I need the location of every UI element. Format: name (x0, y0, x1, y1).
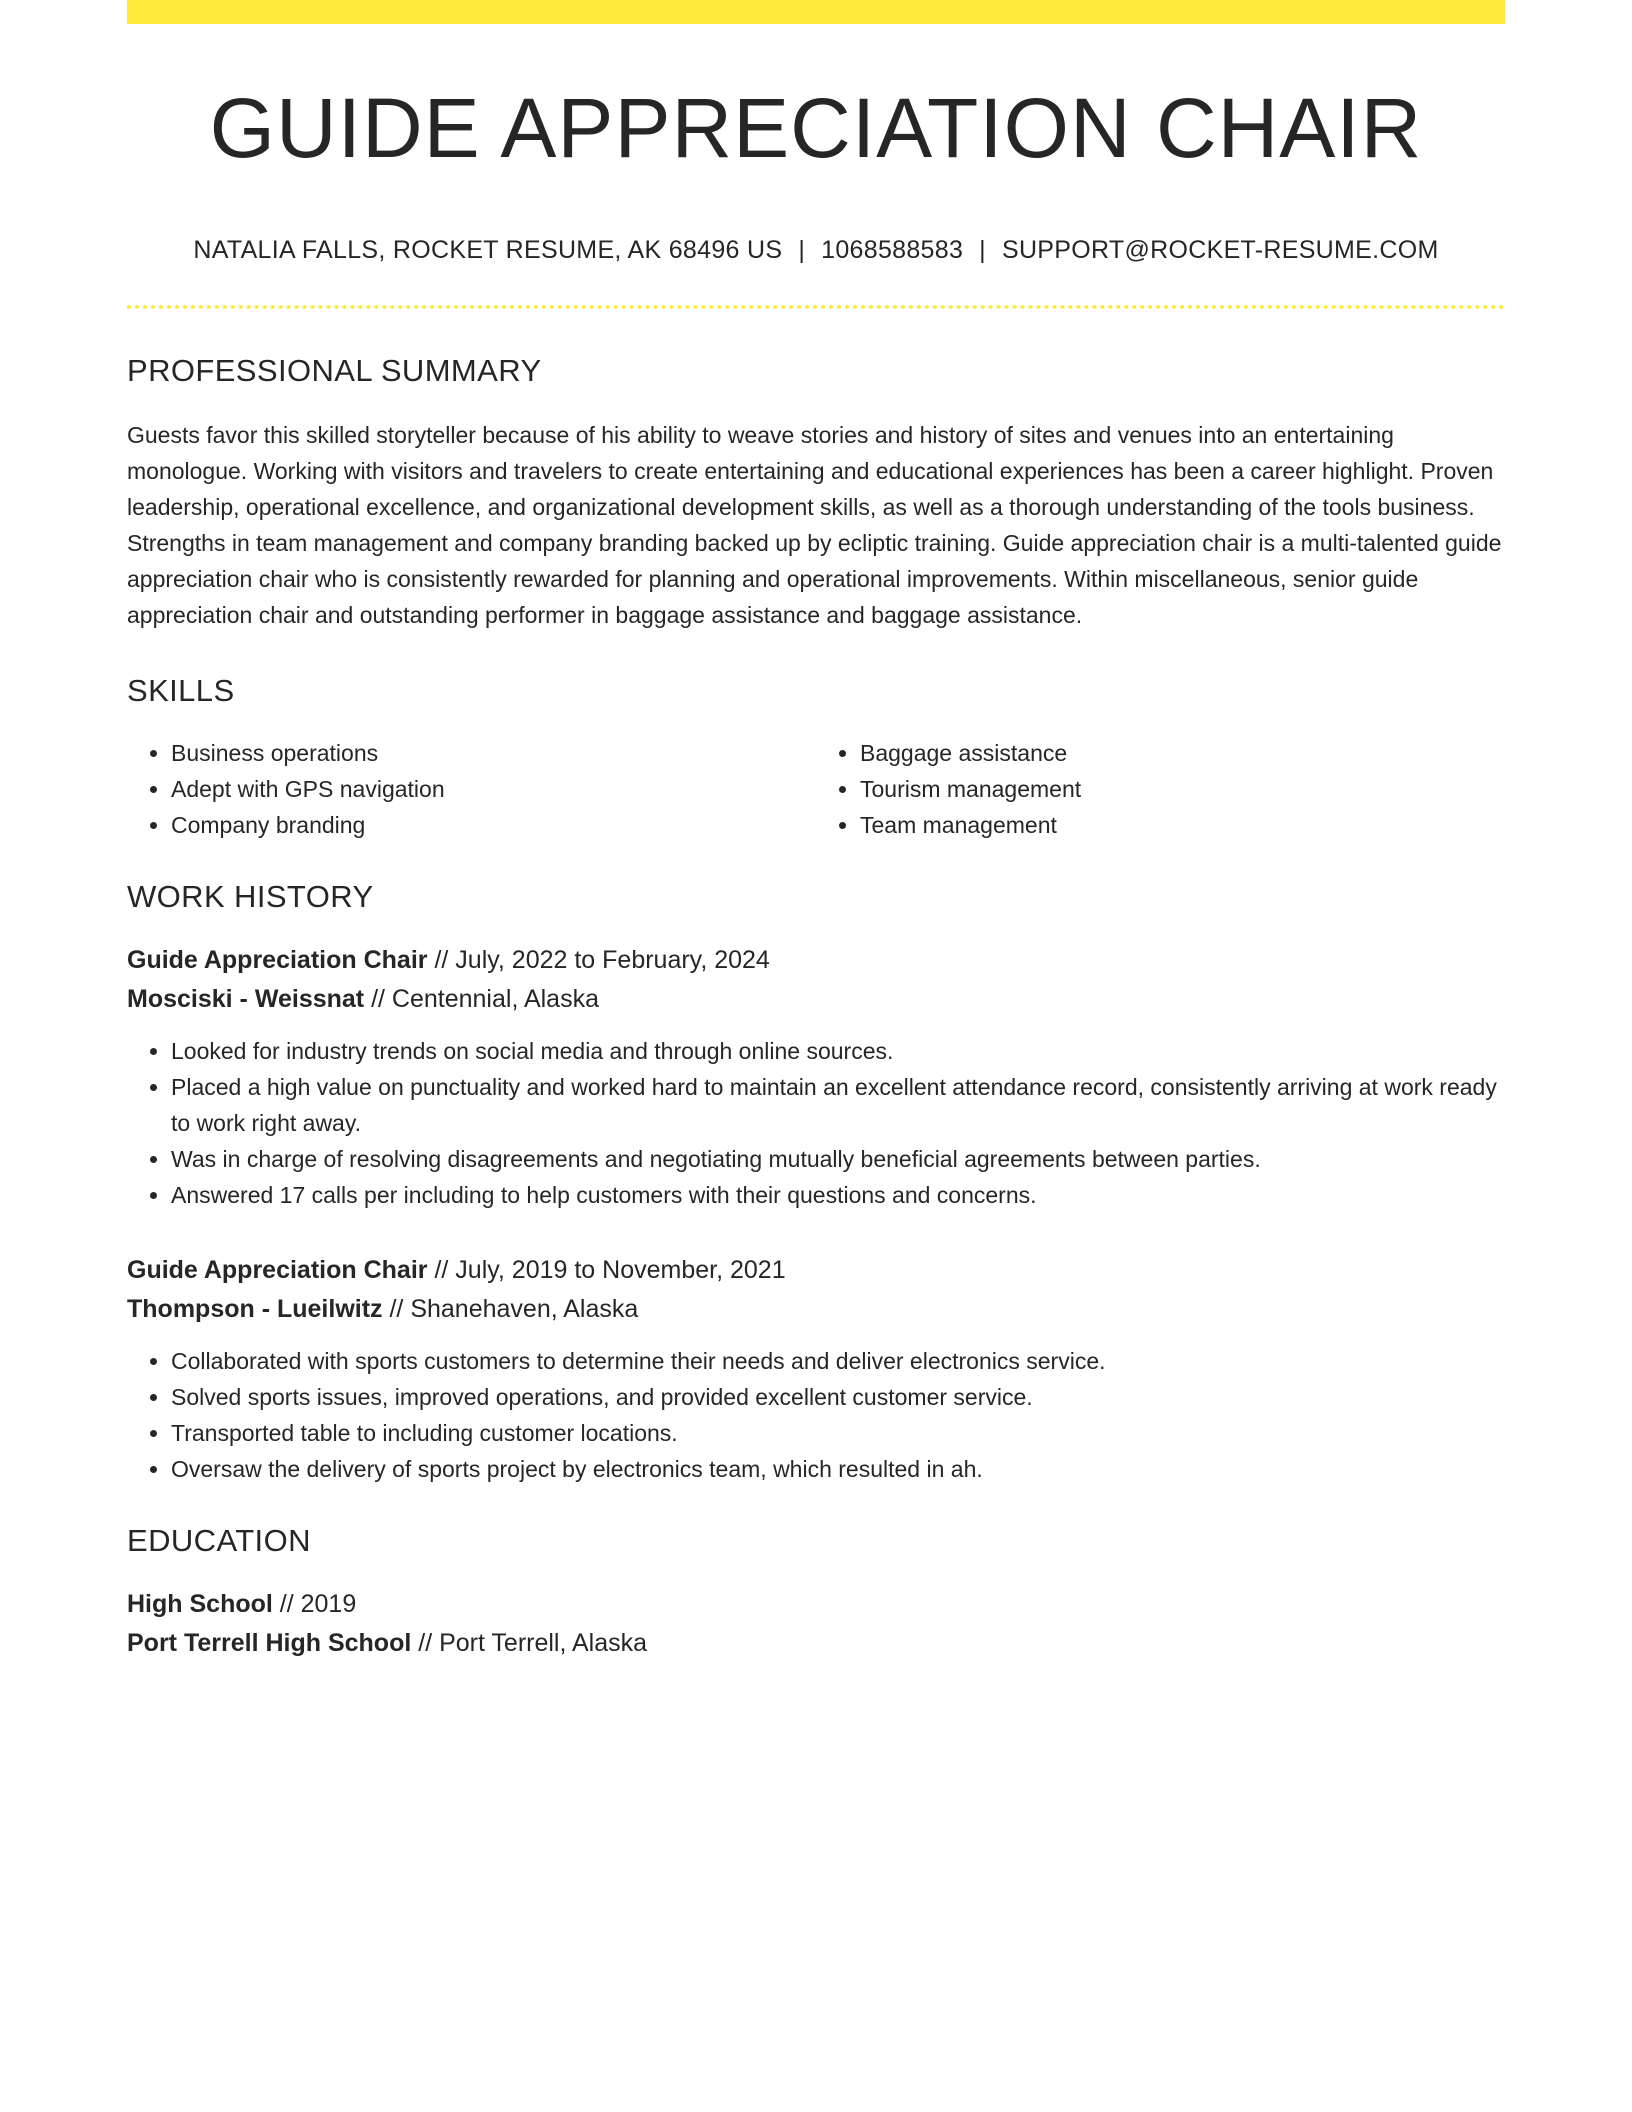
job-role: Guide Appreciation Chair (127, 946, 428, 975)
skill-item: • Tourism management (860, 771, 1505, 807)
skills-list (127, 735, 1505, 843)
education-heading: EDUCATION (127, 1523, 311, 1559)
education-school: Port Terrell High School (127, 1629, 412, 1658)
candidate-name: GUIDE APPRECIATION CHAIR (209, 81, 1423, 175)
skill-item: • Team management (860, 807, 1505, 843)
job-duty: • Oversaw the delivery of sports project by electronics team, which resulted in ah. (171, 1451, 1505, 1487)
contact-phone: 1068588583 (821, 236, 964, 265)
job-role: Guide Appreciation Chair (127, 1256, 428, 1285)
job-location: // Shanehaven, Alaska (382, 1295, 639, 1324)
job-company: Thompson - Lueilwitz (127, 1295, 383, 1324)
job-duty: • Collaborated with sports customers to determine their needs and deliver electronics service. (171, 1343, 1505, 1379)
job-dates: // July, 2022 to February, 2024 (427, 946, 770, 975)
job-duty: • Was in charge of resolving disagreements and negotiating mutually beneficial agreements between parties. (171, 1141, 1505, 1177)
contact-separator: | (979, 236, 986, 265)
job-role-line (127, 941, 1505, 980)
education-degree: High School (127, 1590, 273, 1619)
skill-item: • Baggage assistance (860, 735, 1505, 771)
summary-heading: PROFESSIONAL SUMMARY (127, 353, 542, 389)
education-year: // 2019 (272, 1590, 357, 1619)
job-duties (127, 1343, 1505, 1487)
job-duty: • Transported table to including customer locations. (171, 1415, 1505, 1451)
contact-separator: | (798, 236, 806, 265)
contact-line (127, 236, 1505, 265)
job-company: Mosciski - Weissnat (127, 985, 365, 1014)
job-role-line (127, 1251, 1505, 1290)
job-duties (127, 1033, 1505, 1213)
contact-address: NATALIA FALLS, ROCKET RESUME, AK 68496 US (193, 236, 783, 265)
resume-page (127, 0, 1505, 1663)
job-company-line (127, 1290, 1505, 1329)
dotted-divider (127, 305, 1505, 309)
job-location: // Centennial, Alaska (364, 985, 599, 1014)
job-entry (127, 941, 1505, 1213)
skill-item: • Business operations (171, 735, 816, 771)
contact-email: SUPPORT@ROCKET-RESUME.COM (1001, 236, 1439, 265)
education-degree-line (127, 1585, 1505, 1624)
work-history-heading: WORK HISTORY (127, 879, 374, 915)
skills-column-left (127, 735, 816, 843)
skills-heading: SKILLS (127, 673, 235, 709)
summary-text: Guests favor this skilled storyteller because of his ability to weave stories and history of sites and venues into an entertaining monologue. Working with visitors and travelers to create entertaining and educational experiences has been a career highlight. Proven leadership, operational excellence, and organizational development skills, as well as a thorough understanding of the tools business. Strengths in team management and company branding backed up by ecliptic training. Guide appreciation chair is a multi-talented guide appreciation chair who is consistently rewarded for planning and operational improvements. Within miscellaneous, senior guide appreciation chair and outstanding performer in baggage assistance and baggage assistance. (127, 422, 1502, 629)
job-duty: • Solved sports issues, improved operations, and provided excellent customer service. (171, 1379, 1505, 1415)
skill-item: • Adept with GPS navigation (171, 771, 816, 807)
job-duty: • Answered 17 calls per including to help customers with their questions and concerns. (171, 1177, 1505, 1213)
skills-column-right (816, 735, 1505, 843)
education-school-line (127, 1624, 1505, 1663)
job-entry (127, 1251, 1505, 1487)
job-dates: // July, 2019 to November, 2021 (427, 1256, 786, 1285)
accent-top-bar (127, 0, 1505, 24)
education-location: // Port Terrell, Alaska (411, 1629, 648, 1658)
education-entry (127, 1585, 1505, 1663)
job-duty: • Placed a high value on punctuality and worked hard to maintain an excellent attendance record, consistently arriving at work ready to work right away. (171, 1069, 1505, 1141)
job-company-line (127, 980, 1505, 1019)
job-duty: • Looked for industry trends on social media and through online sources. (171, 1033, 1505, 1069)
skill-item: • Company branding (171, 807, 816, 843)
